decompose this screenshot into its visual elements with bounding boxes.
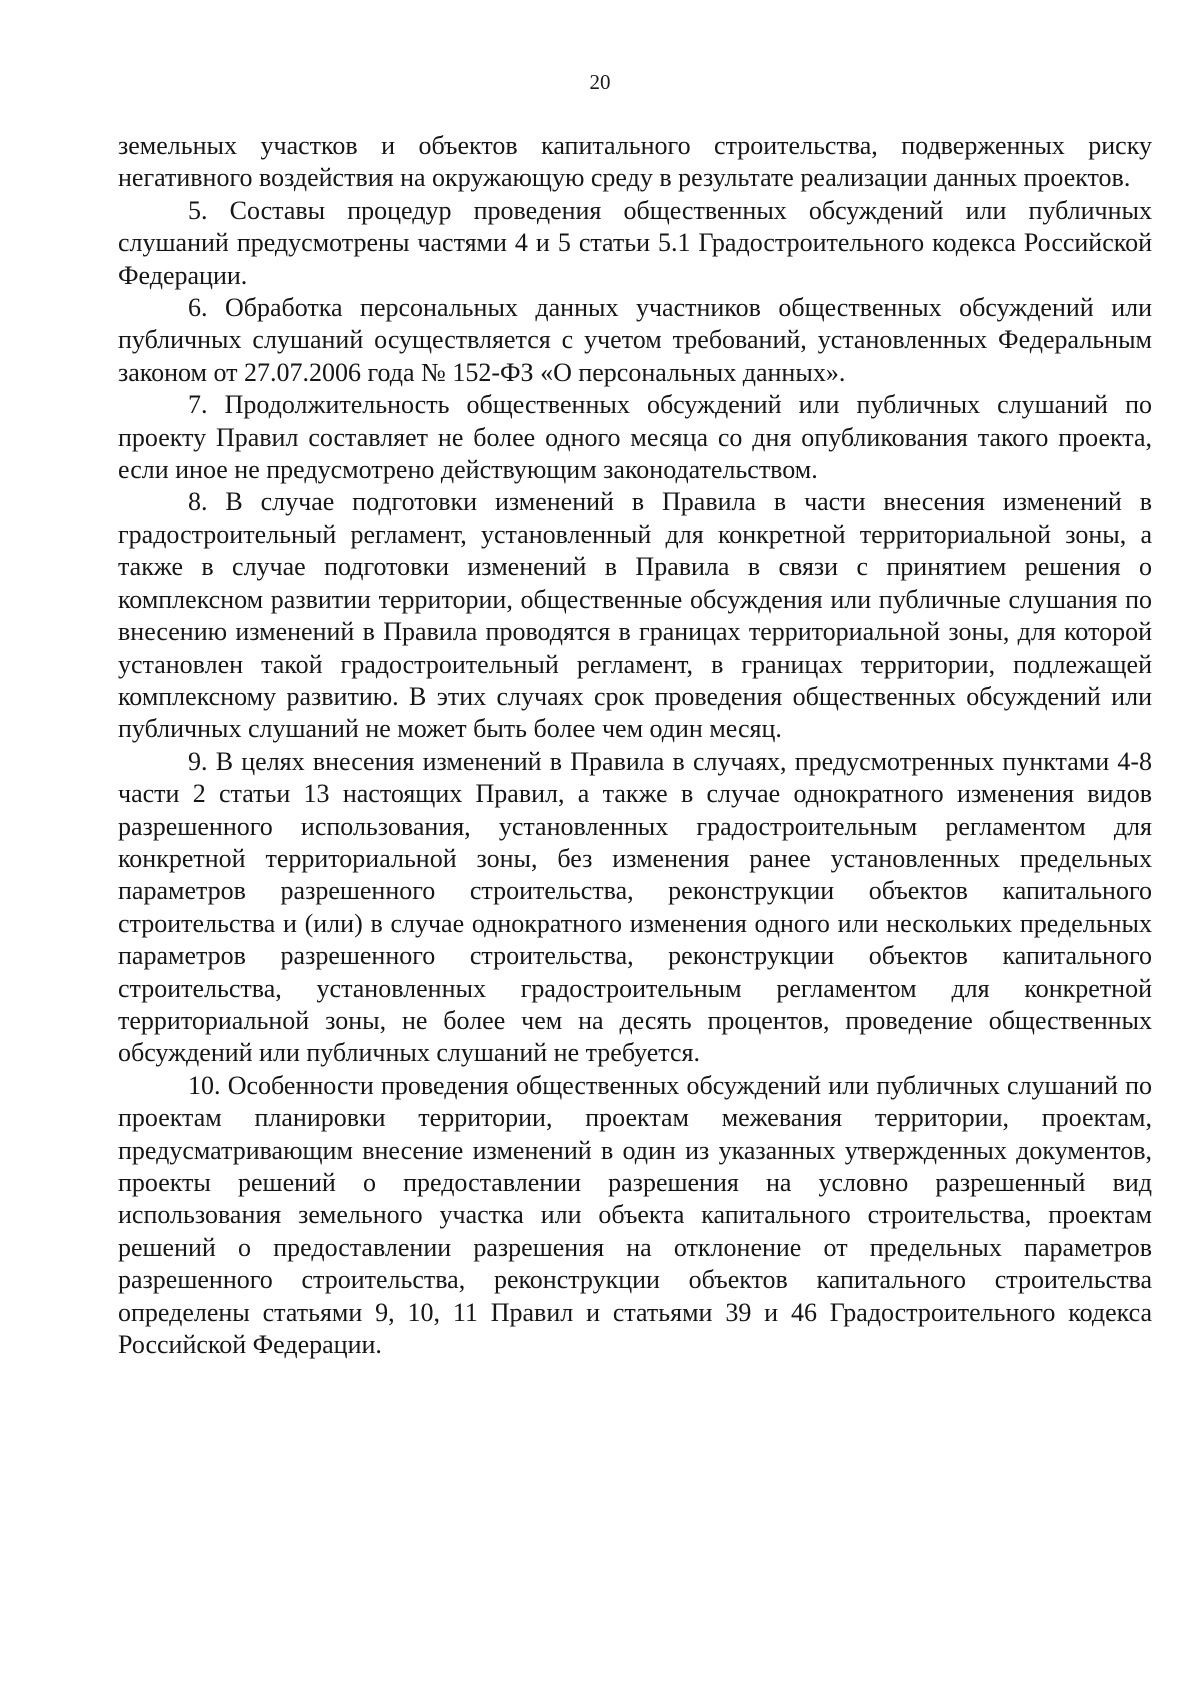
paragraph-item-9: 9. В целях внесения изменений в Правила в случаях, предусмотренных пунктами 4-8 части 2 статьи 13 настоящих Правил, а также в случае однократного изменения видов разрешенного использования, установленных градостроительным регламентом для конкретной территориальной зоны, без изменения ранее установленных предельных параметров разрешенного строительства, реконструкции объектов капитального строительства и (или) в случае однократного изменения одного или нескольких предельных параметров разрешенного строительства, реконструкции объектов капитального строительства, установленных градостроительным регламентом для конкретной территориальной зоны, не более чем на десять процентов, проведение общественных обсуждений или публичных слушаний не требуется. (118, 746, 1152, 1068)
document-body (118, 130, 1152, 1361)
paragraph-continuation: земельных участков и объектов капитального строительства, подверженных риску негативного воздействия на окружающую среду в результате реализации данных проектов. (118, 131, 1152, 193)
paragraph-item-8: 8. В случае подготовки изменений в Правила в части внесения изменений в градостроительный регламент, установленный для конкретной территориальной зоны, а также в случае подготовки изменений в Правила в связи с принятием решения о комплексном развитии территории, общественные обсуждения или публичные слушания по внесению изменений в Правила проводятся в границах территориальной зоны, для которой установлен такой градостроительный регламент, в границах территории, подлежащей комплексному развитию. В этих случаях срок проведения общественных обсуждений или публичных слушаний не может быть более чем один месяц. (118, 487, 1152, 744)
paragraph-item-7: 7. Продолжительность общественных обсуждений или публичных слушаний по проекту Правил составляет не более одного месяца со дня опубликования такого проекта, если иное не предусмотрено действующим законодательством. (118, 390, 1152, 485)
page-number: 20 (589, 70, 611, 94)
paragraph-item-5: 5. Составы процедур проведения общественных обсуждений или публичных слушаний предусмотрены частями 4 и 5 статьи 5.1 Градостроительного кодекса Российской Федерации. (118, 195, 1152, 290)
paragraph-item-10: 10. Особенности проведения общественных обсуждений или публичных слушаний по проектам планировки территории, проектам межевания территории, проектам, предусматривающим внесение изменений в один из указанных утвержденных документов, проекты решений о предоставлении разрешения на условно разрешенный вид использования земельного участка или объекта капитального строительства, проектам решений о предоставлении разрешения на отклонение от предельных параметров разрешенного строительства, реконструкции объектов капитального строительства определены статьями 9, 10, 11 Правил и статьями 39 и 46 Градостроительного кодекса Российской Федерации. (118, 1070, 1152, 1360)
paragraph-item-6: 6. Обработка персональных данных участников общественных обсуждений или публичных слушаний осуществляется с учетом требований, установленных Федеральным законом от 27.07.2006 года № 152-ФЗ «О персональных данных». (118, 293, 1152, 387)
